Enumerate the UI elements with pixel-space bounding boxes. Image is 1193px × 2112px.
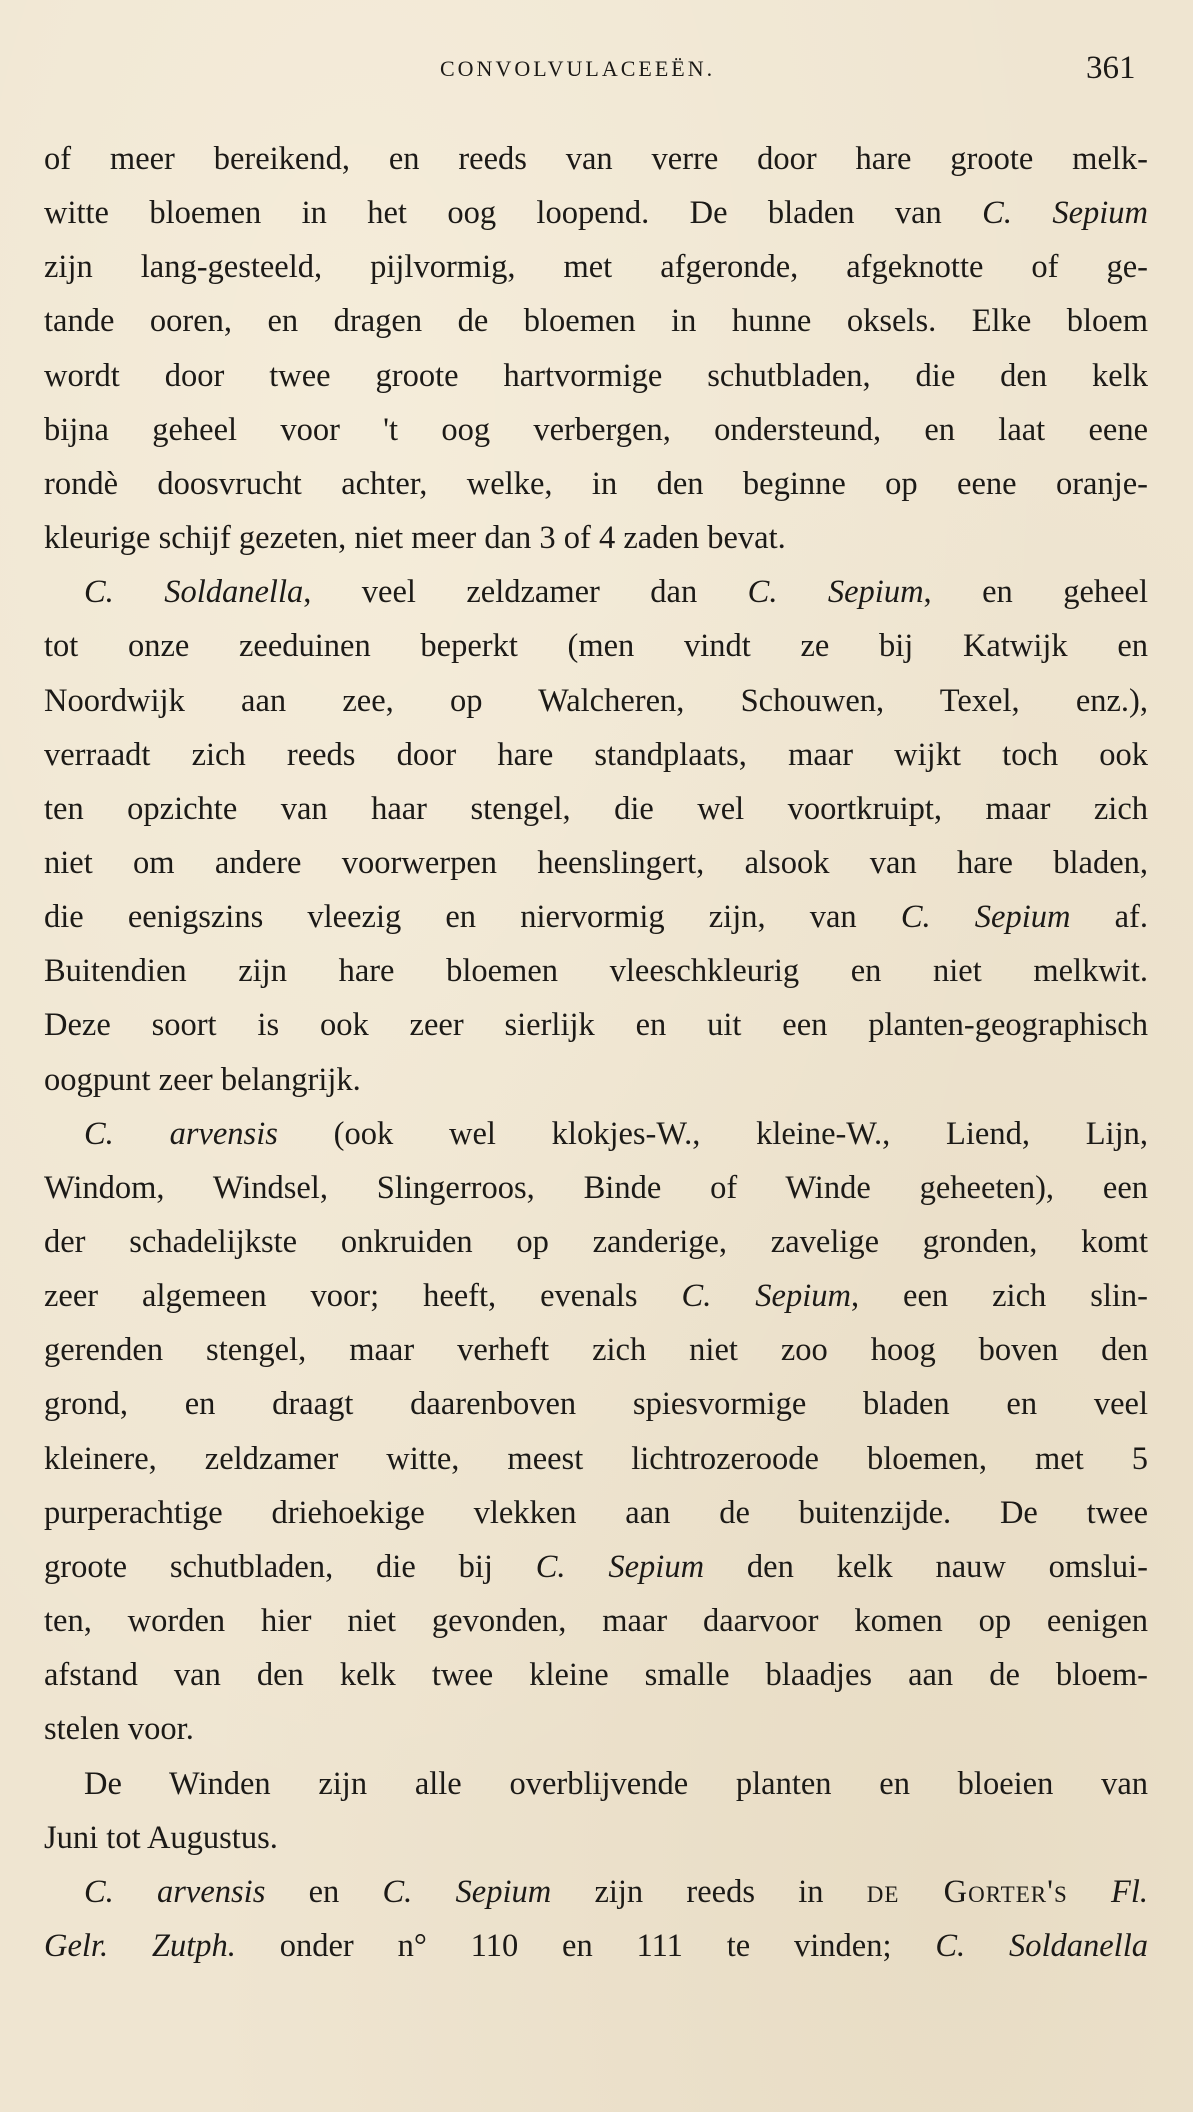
text-run: witte bloemen in het oog loopend. De bladen van xyxy=(44,195,983,232)
text-run: afstand van den kelk twee kleine smalle blaadjes aan de bloem- xyxy=(44,1657,1148,1694)
italic-text: C. Sepium xyxy=(535,1548,705,1585)
text-line xyxy=(44,944,1148,998)
text-run: , een zich slin- xyxy=(850,1278,1148,1315)
page-number: 361 xyxy=(1086,50,1136,86)
paragraph-start-line xyxy=(44,565,1148,619)
text-run: Noordwijk aan zee, op Walcheren, Schouwen, Texel, enz.), xyxy=(44,682,1148,719)
text-run: bijna geheel voor 't oog verbergen, ondersteund, en laat eene xyxy=(44,411,1148,448)
italic-text: C. Sepium xyxy=(681,1278,851,1315)
text-run: stelen voor. xyxy=(44,1711,194,1748)
paragraph-start-line xyxy=(44,1757,1148,1811)
text-line xyxy=(44,403,1148,457)
text-run: zijn lang-gesteeld, pijlvormig, met afgeronde, afgeknotte of ge- xyxy=(44,249,1148,286)
text-line xyxy=(44,1919,1148,1973)
text-line xyxy=(44,1648,1148,1702)
text-run: , en geheel xyxy=(923,574,1148,611)
text-line xyxy=(44,619,1148,673)
text-line xyxy=(44,1594,1148,1648)
paragraph-start-line xyxy=(44,1865,1148,1919)
italic-text: C. Soldanella xyxy=(935,1927,1148,1964)
text-line xyxy=(44,186,1148,240)
text-run: der schadelijkste onkruiden op zanderige, zavelige gronden, komt xyxy=(44,1224,1148,1260)
text-line xyxy=(44,511,1148,565)
italic-text: C. Sepium xyxy=(747,574,924,611)
text-line xyxy=(44,1486,1148,1540)
text-run: tande ooren, en dragen de bloemen in hunne oksels. Elke bloem xyxy=(44,303,1148,340)
italic-text: C. arvensis xyxy=(84,1115,278,1152)
text-run: (ook wel klokjes-W., kleine-W., Liend, Lijn, xyxy=(277,1115,1148,1152)
text-run: niet om andere voorwerpen heenslingert, alsook van hare bladen, xyxy=(44,844,1148,881)
smallcaps-text: de Gorter's xyxy=(866,1873,1068,1910)
text-line xyxy=(44,1432,1148,1486)
text-run: Juni tot Augustus. xyxy=(44,1819,278,1856)
text-run: rondè doosvrucht achter, welke, in den beginne op eene oranje- xyxy=(44,465,1148,502)
text-line xyxy=(44,1377,1148,1431)
text-line xyxy=(44,1215,1148,1269)
text-line xyxy=(44,1702,1148,1756)
text-line xyxy=(44,1811,1148,1865)
text-line xyxy=(44,1540,1148,1594)
text-line xyxy=(44,674,1148,728)
text-run: onder n° 110 en 111 te vinden; xyxy=(235,1927,936,1964)
text-run: en xyxy=(265,1873,383,1910)
text-run: kleurige schijf gezeten, niet meer dan 3 of 4 zaden bevat. xyxy=(44,520,786,557)
text-run: die eenigszins vleezig en niervormig zijn, van xyxy=(44,899,901,936)
text-line xyxy=(44,1161,1148,1215)
paragraph-start-line xyxy=(44,1107,1148,1161)
text-run: gerenden stengel, maar verheft zich niet zoo hoog boven den xyxy=(44,1332,1148,1369)
text-run: oogpunt zeer belangrijk. xyxy=(44,1061,361,1098)
text-run: Windom, Windsel, Slingerroos, Binde of Winde geheeten), een xyxy=(44,1169,1148,1206)
text-line xyxy=(44,1269,1148,1323)
text-run: of meer bereikend, en reeds van verre door hare groote melk- xyxy=(44,141,1148,177)
text-run: tot onze zeeduinen beperkt (men vindt ze bij Katwijk en xyxy=(44,628,1148,665)
text-run: Buitendien zijn hare bloemen vleeschkleurig en niet melkwit. xyxy=(44,953,1148,990)
text-run: wordt door twee groote hartvormige schutbladen, die den kelk xyxy=(44,357,1148,394)
text-line xyxy=(44,836,1148,890)
italic-text: C. arvensis xyxy=(84,1873,266,1910)
italic-text: C. Sepium xyxy=(382,1873,552,1910)
text-line xyxy=(44,890,1148,944)
text-run: De Winden zijn alle overblijvende planten en bloeien van xyxy=(84,1765,1148,1802)
page-header xyxy=(0,50,1193,90)
text-line xyxy=(44,457,1148,511)
text-run: groote schutbladen, die bij xyxy=(44,1548,536,1585)
text-run: af. xyxy=(1070,899,1149,936)
text-run: ten, worden hier niet gevonden, maar daarvoor komen op eenigen xyxy=(44,1603,1148,1640)
italic-text: Gelr. Zutph. xyxy=(44,1927,236,1964)
text-run: verraadt zich reeds door hare standplaats, maar wijkt toch ook xyxy=(44,736,1148,773)
text-line xyxy=(44,998,1148,1052)
text-line xyxy=(44,1053,1148,1107)
italic-text: C. Sepium xyxy=(900,899,1071,936)
text-run: zeer algemeen voor; heeft, evenals xyxy=(44,1278,682,1315)
text-line xyxy=(44,782,1148,836)
italic-text: C. Sepium xyxy=(982,195,1148,232)
running-title: CONVOLVULACEEËN. xyxy=(440,56,716,81)
text-line xyxy=(44,132,1148,186)
text-run: zijn reeds in xyxy=(551,1873,867,1910)
text-run: kleinere, zeldzamer witte, meest lichtrozeroode bloemen, met 5 xyxy=(44,1440,1148,1477)
text-line xyxy=(44,294,1148,348)
text-run: Deze soort is ook zeer sierlijk en uit een planten-geographisch xyxy=(44,1007,1148,1044)
text-run: ten opzichte van haar stengel, die wel voortkruipt, maar zich xyxy=(44,790,1148,827)
text-run: purperachtige driehoekige vlekken aan de buitenzijde. De twee xyxy=(44,1494,1148,1531)
text-line xyxy=(44,1323,1148,1377)
italic-text: C. Soldanella xyxy=(84,574,304,611)
text-run xyxy=(1068,1874,1111,1910)
text-line xyxy=(44,240,1148,294)
text-line xyxy=(44,728,1148,782)
text-run: den kelk nauw omslui- xyxy=(704,1548,1148,1585)
italic-text: Fl. xyxy=(1110,1873,1148,1910)
text-line xyxy=(44,349,1148,403)
text-run: , veel zeldzamer dan xyxy=(303,574,748,611)
text-run: grond, en draagt daarenboven spiesvormige bladen en veel xyxy=(44,1386,1148,1423)
